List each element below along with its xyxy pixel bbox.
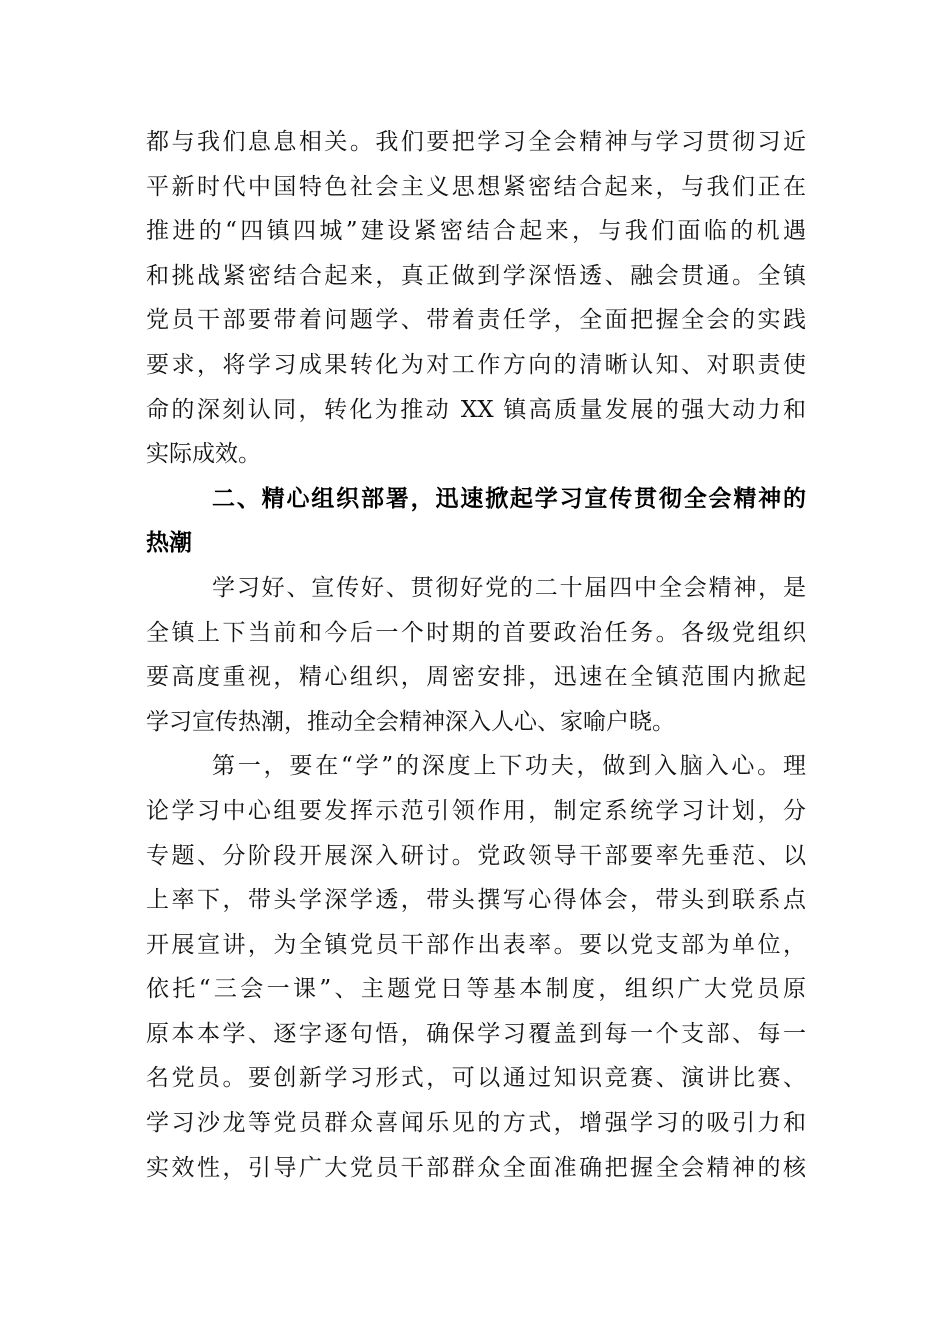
text-line: 实际成效。 <box>146 441 261 468</box>
text-line: 都与我们息息相关。我们要把学习全会精神与学习贯彻习近 <box>146 129 806 155</box>
paragraph-first-point <box>146 744 806 1190</box>
text-line: 实效性，引导广大党员干部群众全面准确把握全会精神的核 <box>146 1154 806 1181</box>
text-line: 推进的“四镇四城”建设紧密结合起来，与我们面临的机遇 <box>146 218 806 245</box>
text-line: 第一，要在“学”的深度上下功夫，做到入脑入心。理 <box>212 753 806 780</box>
text-line: 学习宣传热潮，推动全会精神深入人心、家喻户晓。 <box>146 708 675 735</box>
text-line: 上率下，带头学深学透，带头撰写心得体会，带头到联系点 <box>146 887 806 914</box>
paragraph-continuation <box>146 120 806 477</box>
paragraph-intro <box>146 566 806 744</box>
text-line: 和挑战紧密结合起来，真正做到学深悟透、融会贯通。全镇 <box>146 262 806 289</box>
text-line: 名党员。要创新学习形式，可以通过知识竞赛、演讲比赛、 <box>146 1065 806 1092</box>
text-line: 全镇上下当前和今后一个时期的首要政治任务。各级党组织 <box>146 619 806 646</box>
text-line: 命的深刻认同，转化为推动 XX 镇高质量发展的强大动力和 <box>146 396 806 423</box>
section-heading <box>146 477 806 566</box>
text-line: 学习好、宣传好、贯彻好党的二十届四中全会精神，是 <box>212 574 806 601</box>
text-line: 学习沙龙等党员群众喜闻乐见的方式，增强学习的吸引力和 <box>146 1110 806 1137</box>
text-line: 专题、分阶段开展深入研讨。党政领导干部要率先垂范、以 <box>146 842 806 869</box>
text-line: 党员干部要带着问题学、带着责任学，全面把握全会的实践 <box>146 307 806 334</box>
document-body <box>146 120 806 1190</box>
text-line: 要求，将学习成果转化为对工作方向的清晰认知、对职责使 <box>146 351 806 378</box>
text-line: 依托“三会一课”、主题党日等基本制度，组织广大党员原 <box>146 976 806 1003</box>
text-line: 原本本学、逐字逐句悟，确保学习覆盖到每一个支部、每一 <box>146 1020 806 1047</box>
heading-line: 热潮 <box>146 530 192 557</box>
text-line: 要高度重视，精心组织，周密安排，迅速在全镇范围内掀起 <box>146 664 806 691</box>
text-line: 平新时代中国特色社会主义思想紧密结合起来，与我们正在 <box>146 173 806 200</box>
text-line: 开展宣讲，为全镇党员干部作出表率。要以党支部为单位， <box>146 931 806 958</box>
text-line: 论学习中心组要发挥示范引领作用，制定系统学习计划，分 <box>146 797 806 824</box>
heading-line: 二、精心组织部署，迅速掀起学习宣传贯彻全会精神的 <box>212 485 806 512</box>
